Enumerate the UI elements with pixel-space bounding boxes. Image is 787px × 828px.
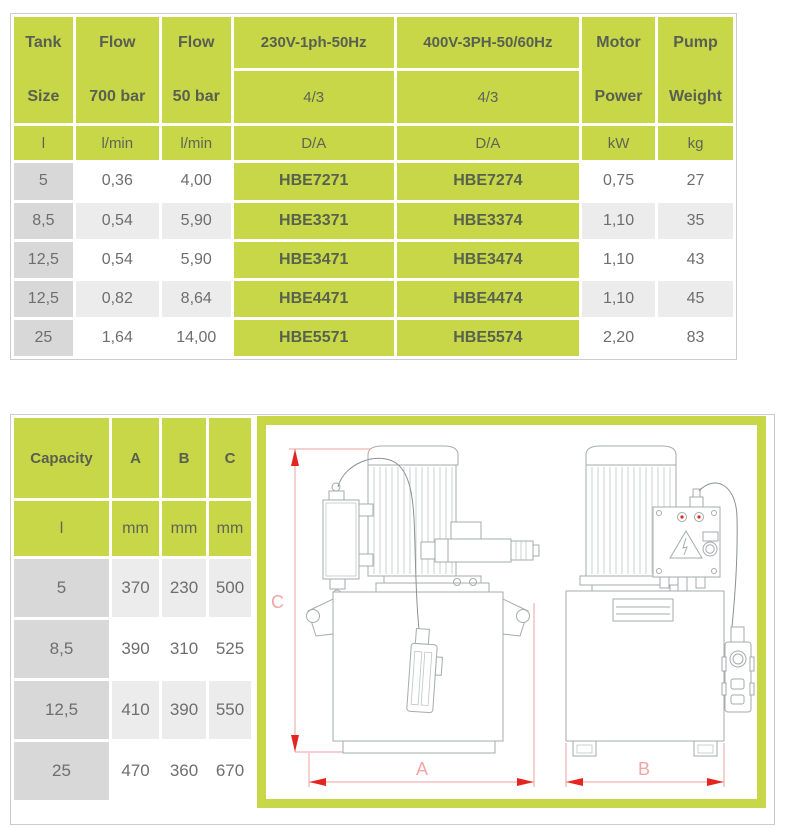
table-cell: 470 bbox=[112, 742, 159, 800]
dimension-label-c: C bbox=[271, 592, 284, 612]
table-cell: 230 bbox=[162, 559, 206, 617]
col-header-400v: 400V-3PH-50/60Hz bbox=[397, 17, 579, 68]
dimension-label-a: A bbox=[416, 759, 429, 779]
table-row bbox=[14, 203, 733, 239]
table-row bbox=[14, 320, 733, 356]
table-cell: 27 bbox=[658, 163, 733, 199]
table-cell: 5 bbox=[14, 559, 109, 617]
table-row bbox=[14, 620, 251, 678]
col-header-capacity: Capacity bbox=[14, 418, 109, 498]
unit-cell: D/A bbox=[234, 126, 394, 160]
table-cell: 45 bbox=[658, 281, 733, 317]
model-cell: HBE5574 bbox=[397, 320, 579, 356]
table-cell: 360 bbox=[162, 742, 206, 800]
table-cell: 670 bbox=[209, 742, 251, 800]
hydraulic-unit-side-view bbox=[566, 446, 754, 756]
model-cell: HBE3374 bbox=[397, 203, 579, 239]
table-cell: 310 bbox=[162, 620, 206, 678]
hydraulic-unit-front-view bbox=[307, 446, 540, 753]
table-cell: 1,10 bbox=[582, 203, 655, 239]
table-cell: 35 bbox=[658, 203, 733, 239]
unit-cell: l bbox=[14, 501, 109, 556]
table-row bbox=[14, 742, 251, 800]
table-cell: 43 bbox=[658, 242, 733, 278]
table-row bbox=[14, 281, 733, 317]
col-header-230v: 230V-1ph-50Hz bbox=[234, 17, 394, 68]
model-cell: HBE3471 bbox=[234, 242, 394, 278]
col-header-a: A bbox=[112, 418, 159, 498]
table-cell: 410 bbox=[112, 681, 159, 739]
valve-type-230v: 4/3 bbox=[234, 71, 394, 123]
table-cell: 500 bbox=[209, 559, 251, 617]
model-cell: HBE3371 bbox=[234, 203, 394, 239]
table-cell: 1,64 bbox=[76, 320, 159, 356]
table-cell: 390 bbox=[112, 620, 159, 678]
unit-cell: kg bbox=[658, 126, 733, 160]
header-row bbox=[14, 418, 251, 498]
header-row-1 bbox=[14, 17, 733, 68]
col-header-flow-50: Flow 50 bar bbox=[162, 17, 231, 123]
table-cell: 5 bbox=[14, 163, 73, 199]
spec-table bbox=[11, 14, 736, 359]
table-cell: 4,00 bbox=[162, 163, 231, 199]
table-cell: 25 bbox=[14, 742, 109, 800]
table-cell: 0,75 bbox=[582, 163, 655, 199]
model-cell: HBE3474 bbox=[397, 242, 579, 278]
dimensions-section-container bbox=[10, 414, 775, 825]
unit-cell: kW bbox=[582, 126, 655, 160]
model-cell: HBE7274 bbox=[397, 163, 579, 199]
unit-cell: l/min bbox=[76, 126, 159, 160]
table-cell: 5,90 bbox=[162, 203, 231, 239]
model-cell: HBE4471 bbox=[234, 281, 394, 317]
table-cell: 550 bbox=[209, 681, 251, 739]
table-cell: 0,82 bbox=[76, 281, 159, 317]
table-cell: 390 bbox=[162, 681, 206, 739]
table-cell: 0,36 bbox=[76, 163, 159, 199]
col-header-b: B bbox=[162, 418, 206, 498]
unit-cell: mm bbox=[112, 501, 159, 556]
table-cell: 8,5 bbox=[14, 203, 73, 239]
table-cell: 25 bbox=[14, 320, 73, 356]
dimension-label-b: B bbox=[638, 759, 651, 779]
unit-cell: D/A bbox=[397, 126, 579, 160]
pendant-control bbox=[722, 627, 754, 712]
table-cell: 8,5 bbox=[14, 620, 109, 678]
unit-cell: mm bbox=[162, 501, 206, 556]
table-cell: 1,10 bbox=[582, 242, 655, 278]
technical-drawing-frame bbox=[257, 416, 766, 808]
table-cell: 83 bbox=[658, 320, 733, 356]
model-cell: HBE4474 bbox=[397, 281, 579, 317]
model-cell: HBE5571 bbox=[234, 320, 394, 356]
col-header-flow-700: Flow 700 bar bbox=[76, 17, 159, 123]
table-cell: 525 bbox=[209, 620, 251, 678]
col-header-pump-weight: Pump Weight bbox=[658, 17, 733, 123]
col-header-tank-size: Tank Size bbox=[14, 17, 73, 123]
dimensions-table bbox=[11, 415, 254, 803]
units-row bbox=[14, 126, 733, 160]
table-cell: 0,54 bbox=[76, 203, 159, 239]
electrical-control-box bbox=[653, 507, 720, 591]
table-cell: 2,20 bbox=[582, 320, 655, 356]
table-row bbox=[14, 242, 733, 278]
unit-cell: l bbox=[14, 126, 73, 160]
table-cell: 1,10 bbox=[582, 281, 655, 317]
table-cell: 12,5 bbox=[14, 242, 73, 278]
technical-drawing bbox=[266, 425, 757, 799]
table-cell: 12,5 bbox=[14, 281, 73, 317]
col-header-c: C bbox=[209, 418, 251, 498]
table-row bbox=[14, 163, 733, 199]
table-cell: 370 bbox=[112, 559, 159, 617]
unit-cell: l/min bbox=[162, 126, 231, 160]
table-row bbox=[14, 681, 251, 739]
table-cell: 12,5 bbox=[14, 681, 109, 739]
table-cell: 5,90 bbox=[162, 242, 231, 278]
col-header-motor-power: Motor Power bbox=[582, 17, 655, 123]
valve-type-400v: 4/3 bbox=[397, 71, 579, 123]
table-cell: 8,64 bbox=[162, 281, 231, 317]
units-row bbox=[14, 501, 251, 556]
table-cell: 0,54 bbox=[76, 242, 159, 278]
table-row bbox=[14, 559, 251, 617]
table-cell: 14,00 bbox=[162, 320, 231, 356]
spec-table-container bbox=[10, 13, 737, 360]
model-cell: HBE7271 bbox=[234, 163, 394, 199]
unit-cell: mm bbox=[209, 501, 251, 556]
